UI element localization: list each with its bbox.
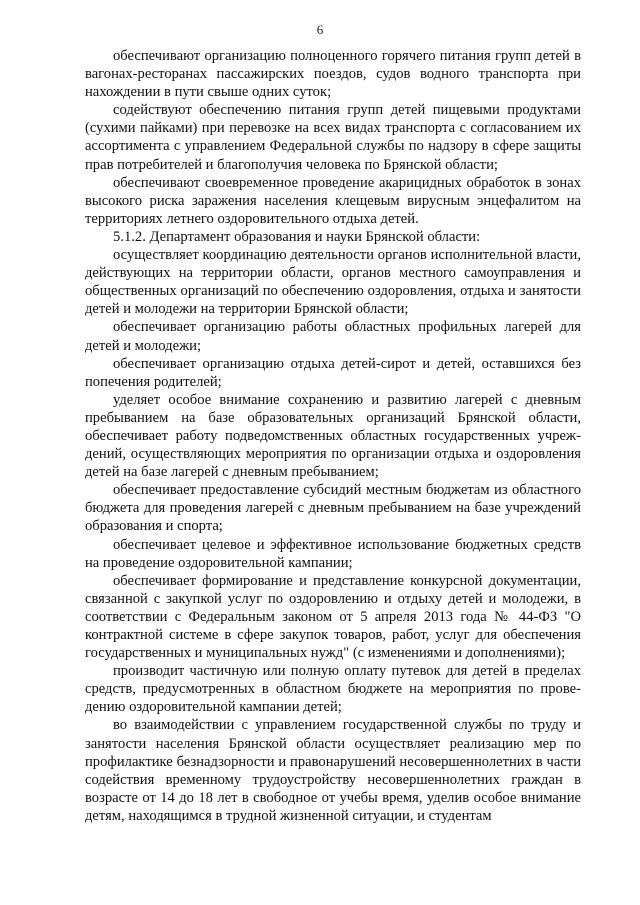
- paragraph-orphans-rest: обеспечивает организацию отдыха детей-сирот и детей, оставшихся без попечения родителей;: [85, 355, 581, 390]
- paragraph-acaricide-treatment: обеспечивают своевременное проведение акарицидных обработок в зонах высокого риска заражения населения клещевым вирусным энцефалитом на территориях летнего оздоровительного отдыха детей.: [85, 174, 581, 227]
- paragraph-dry-rations: содействуют обеспечению питания групп детей пищевыми продуктами (сухими пайками) при перевозке на всех видах транспорта с согласованием их ассортимента с управлением Федеральной службы по надзору в сфере защиты прав потребителей и благополучия человека по Брянской области;: [85, 102, 581, 173]
- body-text: [85, 47, 581, 825]
- page-number: 6: [316, 22, 324, 37]
- paragraph-profile-camps: обеспечивает организацию работы областных профильных лагерей для детей и молодежи;: [85, 319, 581, 354]
- paragraph-hot-meals: обеспечивают организацию полноценного горячего питания групп детей в вагонах-ресторанах пассажирских поездов, судов водного транспорта при нахождении в пути свыше одних суток;: [85, 48, 581, 101]
- paragraph-subsidies: обеспечивает предоставление субсидий местным бюджетам из областного бюджета для проведения лагерей с дневным пребыванием на базе учреждений образования и спорта;: [85, 482, 581, 535]
- paragraph-day-camps: уделяет особое внимание сохранению и развитию лагерей с дневным пребыванием на базе образовательных организаций Брянской области, обеспечивает работу подведомственных областных государственных учреждений, осуществляющих мероприятия по организации отдыха и оздоровления детей на базе лагерей с дневным пребыванием;: [85, 391, 581, 481]
- paragraph-budget-use: обеспечивает целевое и эффективное использование бюджетных средств на проведение оздоровительной кампании;: [85, 536, 581, 571]
- paragraph-tender-documentation: обеспечивает формирование и представление конкурсной документации, связанной с закупкой услуг по оздоровлению и отдыху детей и молодежи, в соответствии с Федеральным законом от 5 апреля 2013 года № 44-ФЗ "О контрактной системе в сфере закупок товаров, работ, услуг для обеспечения государственных и муниципальных нужд" (с изменениями и дополнениями);: [85, 572, 581, 662]
- paragraph-employment-cooperation: во взаимодействии с управлением государственной службы по труду и занятости населения Брянской области осуществляет реализацию мер по профилактике безнадзорности и правонарушений несовершеннолетних в части содействия временному трудоустройству несовершеннолетних граждан в возрасте от 14 до 18 лет в свободное от учебы время, уделив особое внимание детям, находящимся в трудной жизненной ситуации, и студентам: [85, 717, 581, 824]
- section-heading-5-1-2: 5.1.2. Департамент образования и науки Брянской области:: [113, 228, 481, 245]
- paragraph-voucher-payment: производит частичную или полную оплату путевок для детей в пределах средств, предусмотренных в областном бюджете на мероприятия по проведению оздоровительной кампании детей;: [85, 663, 581, 716]
- paragraph-coordination: осуществляет координацию деятельности органов исполнительной власти, действующих на территории области, органов местного самоуправления и общественных организаций по обеспечению оздоровления, отдыха и занятости детей и молодежи на территории Брянской области;: [85, 247, 581, 318]
